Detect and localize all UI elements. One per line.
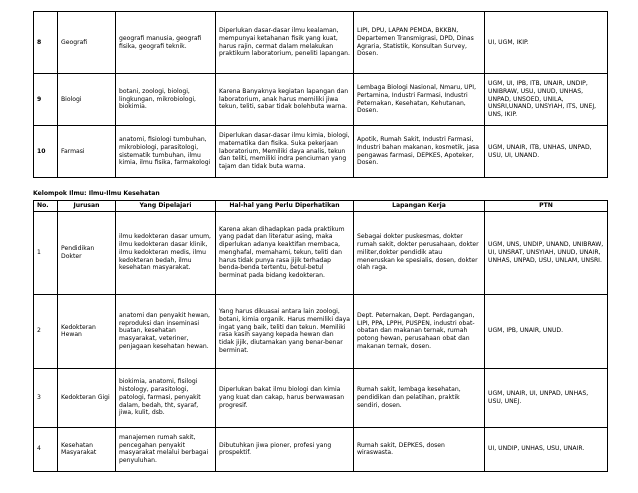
table-row (34, 427, 608, 471)
cell-ptn: UI, UNDIP, UNHAS, USU, UNAIR. (485, 427, 608, 471)
cell-dipelajari: anatomi dan penyakit hewan, reproduksi dan inseminasi buatan, kesehatan masyarakat, veteriner, penjagaan kesehatan hewan. (116, 294, 216, 368)
table-header-row (34, 201, 608, 212)
cell-jurusan: Geografi (58, 12, 116, 74)
cell-lapangan: Dept. Peternakan, Dept. Perdagangan, LIPI, PPA, LPPH, PUSPEN, industri obat-obatan dan makanan ternak, rumah potong hewan, perusahaan obat dan makanan ternak, dosen. (354, 294, 485, 368)
table-row (34, 12, 608, 74)
cell-hal: Dibutuhkan jiwa pioner, profesi yang prospektif. (216, 427, 354, 471)
header-hal: Hal-hal yang Perlu Diperhatikan (216, 201, 354, 212)
cell-hal: Yang harus dikuasai antara lain zoologi, botani, kimia organik. Harus memiliki daya ingat yang baik, teliti dan tekun. Memiliki rasa kasih sayang kepada hewan dan tidak jijik, diutamakan yang benar-benar berminat. (216, 294, 354, 368)
table-row (34, 126, 608, 178)
row-number: 8 (34, 12, 58, 74)
cell-ptn: UGM, UI, IPB, ITB, UNAIR, UNDIP, UNIBRAW, USU, UNUD, UNHAS, UNPAD, UNSOED, UNILA, UNSRI,UNAND, UNSYIAH, ITS, UNEJ, UNS, IKIP. (485, 74, 608, 126)
cell-hal: Diperlukan dasar-dasar ilmu kealaman, mempunyai ketahanan fisik yang kuat, harus rajin, cermat dalam melakukan praktikum laboratorium, peneliti lapangan. (216, 12, 354, 74)
cell-dipelajari: geografi manusia, geografi fisika, geografi teknik. (116, 12, 216, 74)
cell-hal: Diperlukan dasar-dasar ilmu kimia, biologi, matematika dan fisika. Suka pekerjaan laboratorium, Memiliki daya analis, tekun dan teliti, memiliki indra penciuman yang tajam dan tidak buta warna. (216, 126, 354, 178)
cell-lapangan: Rumah sakit, lembaga kesehatan, pendidikan dan pelatihan, praktik sendiri, dosen. (354, 368, 485, 427)
cell-lapangan: Sebagai dokter puskesmas, dokter rumah sakit, dokter perusahaan, dokter militer,dokter pendidik atau meneruskan ke spesialis, dosen, dokter olah raga. (354, 211, 485, 294)
row-number: 2 (34, 294, 58, 368)
table-row (34, 74, 608, 126)
header-no: No. (34, 201, 58, 212)
cell-hal: Karena Banyaknya kegiatan lapangan dan laboratorium, anak harus memiliki jiwa tekun, teliti, sabar tidak bolehbuta warna. (216, 74, 354, 126)
table-ilmu-alam-continued (33, 11, 608, 178)
cell-jurusan: Kesehatan Masyarakat (58, 427, 116, 471)
cell-dipelajari: ilmu kedokteran dasar umum, ilmu kedokteran dasar klinik, ilmu kedokteran medis, ilmu kedokteran bedah, ilmu kesehatan masyarakat. (116, 211, 216, 294)
cell-dipelajari: manajemen rumah sakit, pencegahan penyakit masyarakat melalui berbagai penyuluhan. (116, 427, 216, 471)
cell-ptn: UGM, UNAIR, ITB, UNHAS, UNPAD, USU, UI, UNAND. (485, 126, 608, 178)
row-number: 9 (34, 74, 58, 126)
cell-jurusan: Kedokteran Gigi (58, 368, 116, 427)
cell-ptn: UGM, IPB, UNAIR, UNUD. (485, 294, 608, 368)
row-number: 3 (34, 368, 58, 427)
cell-dipelajari: botani, zoologi, biologi, lingkungan, mikrobiologi, biokimia. (116, 74, 216, 126)
cell-ptn: UGM, UNS, UNDIP, UNAND, UNIBRAW, UI, UNSRAT, UNSYIAH, UNUD, UNAIR, UNHAS, UNPAD, USU, UNLAM, UNSRI. (485, 211, 608, 294)
row-number: 1 (34, 211, 58, 294)
cell-jurusan: Biologi (58, 74, 116, 126)
header-jurusan: Jurusan (58, 201, 116, 212)
table-row (34, 368, 608, 427)
cell-jurusan: Pendidikan Dokter (58, 211, 116, 294)
group-title: Kelompok Ilmu: Ilmu-Ilmu Kesehatan (33, 190, 160, 197)
cell-lapangan: LIPI, DPU, LAPAN PEMDA, BKKBN, Departemen Transmigrasi, DPD, Dinas Agraria, Statistik, Konsultan Survey, Dosen. (354, 12, 485, 74)
cell-jurusan: Kedokteran Hewan (58, 294, 116, 368)
cell-lapangan: Apotik, Rumah Sakit, Industri Farmasi, Industri bahan makanan, kosmetik, jasa pengawas farmasi, DEPKES, Apoteker, Dosen. (354, 126, 485, 178)
cell-ptn: UI, UGM, IKIP. (485, 12, 608, 74)
cell-dipelajari: anatomi, fisiologi tumbuhan, mikrobiologi, parasitologi, sistematik tumbuhan, ilmu kimia, ilmu fisika, farmakologi (116, 126, 216, 178)
table-ilmu-kesehatan (33, 200, 608, 472)
cell-hal: Karena akan dihadapkan pada praktikum yang padat dan literatur asing, maka diperlukan adanya keaktifan membaca, menghafal, memahami, tekun, teliti dan harus tidak punya rasa jijik terhadap benda-benda tertentu, betul-betul berminat pada bidang kedokteran. (216, 211, 354, 294)
header-lapangan: Lapangan Kerja (354, 201, 485, 212)
header-dipelajari: Yang Dipelajari (116, 201, 216, 212)
cell-hal: Diperlukan bakat ilmu biologi dan kimia yang kuat dan cakap, harus berwawasan progresif. (216, 368, 354, 427)
cell-dipelajari: biokimia, anatomi, fisilogi histology, parasitologi, patologi, farmasi, penyakit dalam, bedah, tht, syaraf, jiwa, kulit, dsb. (116, 368, 216, 427)
cell-lapangan: Rumah sakit, DEPKES, dosen wiraswasta. (354, 427, 485, 471)
table-row (34, 211, 608, 294)
cell-ptn: UGM, UNAIR, UI, UNPAD, UNHAS, USU, UNEJ. (485, 368, 608, 427)
cell-lapangan: Lembaga Biologi Nasional, Nmaru, UPI, Pertamina, Industri Farmasi, Industri Peternakan, Kesehatan, Kehutanan, Dosen. (354, 74, 485, 126)
header-ptn: PTN (485, 201, 608, 212)
row-number: 4 (34, 427, 58, 471)
table-row (34, 294, 608, 368)
row-number: 10 (34, 126, 58, 178)
cell-jurusan: Farmasi (58, 126, 116, 178)
